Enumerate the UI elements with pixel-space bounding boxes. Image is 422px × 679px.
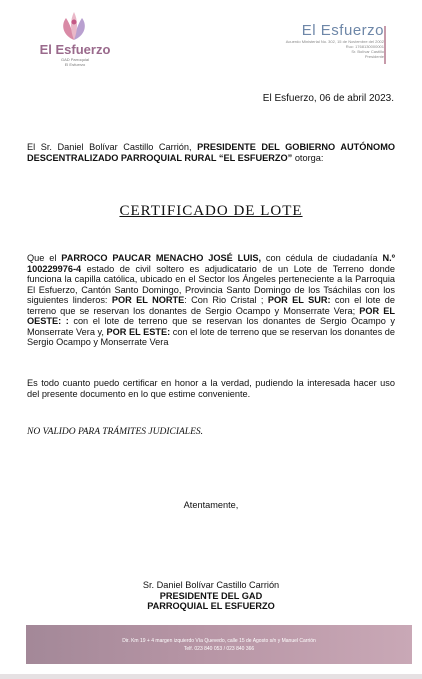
footer-address: Dir. Km 19 + 4 margen izquierdo Vía Quevedo, calle 15 de Agosto s/n y Manuel Carrión [122,638,316,644]
letterhead-ruc: Ruc: 1768130000001 [345,44,384,49]
logo-subtitle [30,57,120,67]
logo-name: El Esfuerzo [39,42,111,57]
boundary-east-label: POR EL ESTE: [106,326,171,337]
boundary-north-label: POR EL NORTE [111,295,185,305]
boundary-east-text: con el lote de terreno que se reservan los donantes de Sergio Ocampo y Monserrate Vera [27,326,395,347]
closing-paragraph: Es todo cuanto puedo certificar en honor a la verdad, pudiendo la interesada hacer uso del presente documento en lo que estime conveniente. [27,378,395,399]
page-bottom-edge [0,674,422,679]
letterhead-right [224,22,384,59]
document-title: CERTIFICADO DE LOTE [119,203,303,219]
footer-contact [26,637,412,653]
body-paragraph [27,253,395,348]
footer-banner [26,625,412,664]
boundary-west-text: con el lote de terreno que se reservan los donantes de Sergio Ocampo y Monserrate Vera y, [27,316,395,337]
signer-name: Sr. Daniel Bolívar Castillo Carrión [142,580,280,590]
boundary-south-text: con el lote de terreno que se reservan los donantes de Sergio Ocampo y Monserrate Vera; [27,295,396,316]
letterhead-name: El Esfuerzo [301,22,384,39]
body-text-2: con cédula de ciudadanía [261,253,383,263]
signer-title-2: PARROQUIAL EL ESFUERZO [147,601,275,611]
boundary-south-label: POR EL SUR: [267,295,331,305]
intro-institution: PRESIDENTE DEL GOBIERNO AUTÓNOMO DESCENTRALIZADO PARROQUIAL RURAL “EL ESFUERZO” [27,142,395,163]
boundary-west-label: POR EL OESTE: : [27,305,395,326]
intro-tail: otorga: [292,152,324,163]
letterhead-president-title: Presidente [364,54,384,59]
intro-paragraph [27,142,395,163]
gad-logo [30,10,120,70]
id-number: N.º 100229976-4 [27,253,395,274]
signature-block [0,580,422,612]
salutation: Atentamente, [183,500,239,510]
logo-subtitle-line2: El Esfuerzo [64,62,86,67]
disclaimer: NO VALIDO PARA TRÁMITES JUDICIALES. [27,427,204,437]
logo-subtitle-line1: GAD Parroquial [60,57,89,62]
flower-icon [56,10,92,44]
letterhead-president-name: Sr. Bolívar Castillo [351,49,384,54]
footer-phone: Telf. 023 840 053 / 023 840 366 [183,646,255,652]
letterhead-agreement: Acuerdo Ministerial No. 302, 15 de Noviembre del 2002 [285,39,384,44]
body-text-1: Que el [27,253,62,263]
boundary-north-text: : Con Rio Cristal ; [184,295,268,305]
beneficiary-name: PARROCO PAUCAR MENACHO JOSÉ LUIS, [61,253,262,263]
document-date: El Esfuerzo, 06 de abril 2023. [262,93,394,104]
letterhead-accent-bar [384,26,386,64]
signer-title-1: PRESIDENTE DEL GAD [159,590,263,601]
body-text-3: estado de civil soltero es adjudicatario de un Lote de Terreno donde funciona la capilla católica, ubicado en el Sector los Ángeles perteneciente a la Parroquia El Esfuerzo, Cantón Santo Domingo, Provincia Santo Domingo de los Tsáchilas con los siguientes linderos: [27,263,395,305]
intro-name: El Sr. Daniel Bolívar Castillo Carrión, [27,142,198,152]
